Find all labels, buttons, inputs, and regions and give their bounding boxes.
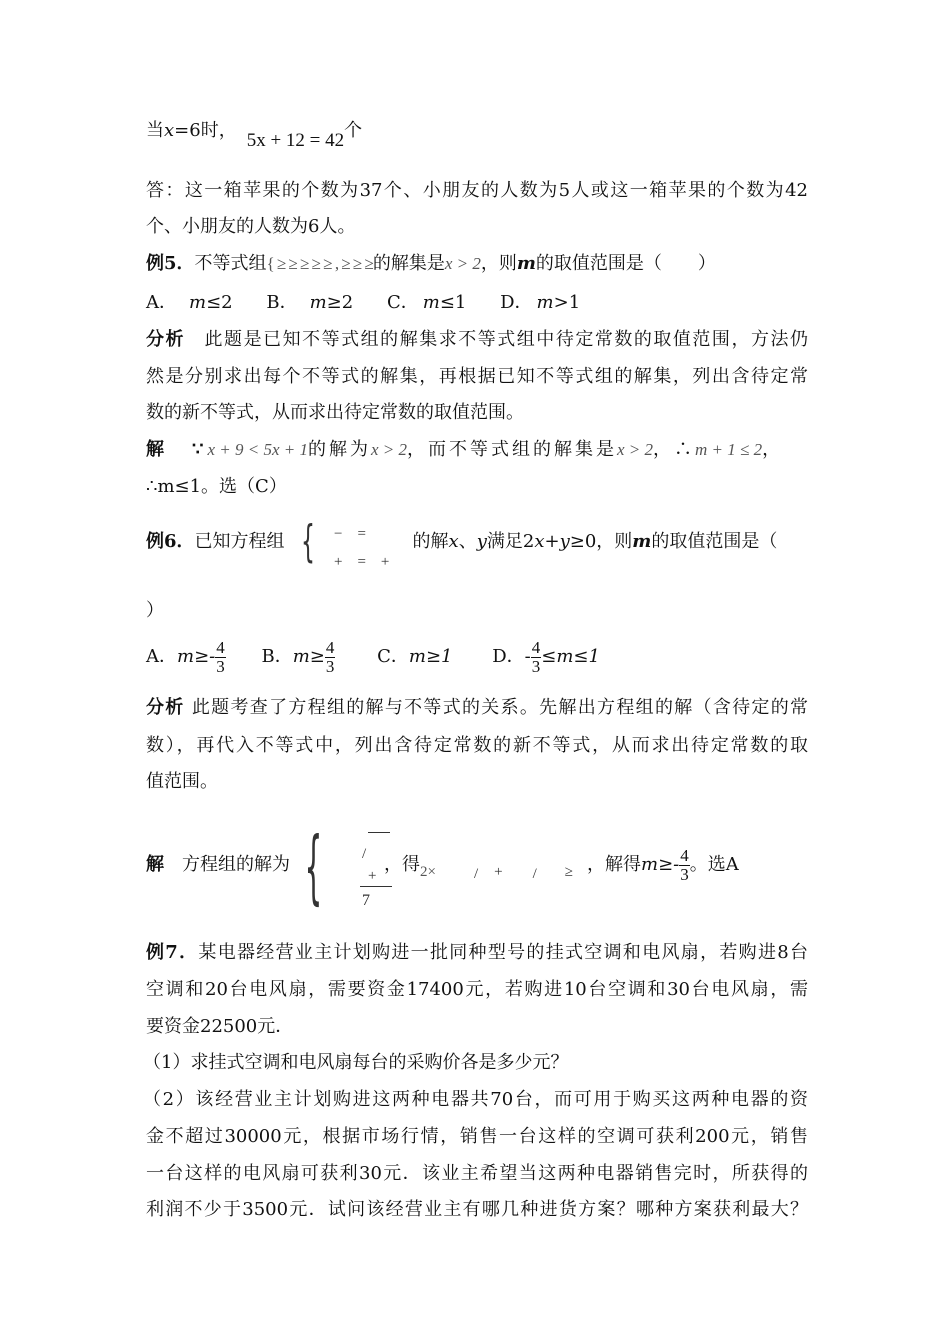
ex6-solution-line (146, 845, 808, 886)
ex6-system-brace: { (301, 516, 315, 567)
ex6-option-b-pre: m≥ (292, 646, 325, 667)
ex6-sol-geq: ≥ (564, 864, 574, 880)
ex5-option-d-val: >1 (553, 292, 581, 313)
ex5-option-a-label: A． (146, 292, 177, 313)
ex6-sol-frac (679, 847, 690, 884)
ex5-option-b[interactable] (266, 292, 353, 313)
ex6-analysis-line-3: 值范围。 (146, 771, 218, 792)
ex5-option-d[interactable] (500, 292, 580, 313)
ex6-sol-t4: 。选A (689, 854, 739, 875)
ex7-question-2-line-4: 利润不少于3500元．试问该经营业主有哪几种进货方案？哪种方案获利最大？ (146, 1199, 808, 1220)
ex7-question-2-line-3: 一台这样的电风扇可获利30元．该业主希望当这两种电器销售完时，所获得的 (146, 1163, 808, 1184)
ex7-question-2-line-2: 金不超过30000元，根据市场行情，销售一台这样的空调可获利200元，销售 (146, 1126, 808, 1147)
ex6-x: x (448, 531, 459, 552)
ex6-sol-slash-2: / (473, 866, 479, 882)
ex6-option-a-frac (215, 639, 226, 676)
ex6-sol-expr: 2× (420, 864, 436, 880)
ex5-sol-cond2: x > 2 (617, 440, 654, 459)
ex6-cond-text: 满足2 (486, 531, 535, 552)
ex6-label: 例6． (146, 531, 195, 552)
ex6-option-d-label: D． (492, 646, 525, 667)
ex6-cond-tail: ≥0，则 (569, 531, 633, 552)
ex6-mid: 的解 (412, 531, 449, 552)
ex5-sol-t3: ，∴ (653, 439, 696, 460)
var-x: x (164, 120, 175, 141)
ex6-option-b[interactable] (261, 637, 335, 676)
ex5-system: { ≥ ≥ ≥ ≥ ≥ , ≥ ≥ ≥ (266, 254, 373, 273)
ex6-sol-m: m≥- (641, 854, 680, 875)
ex6-analysis-line-2: 数），再代入不等式中，列出含待定常数的新不等式，从而求出待定常数的取 (146, 735, 808, 756)
ex5-m: m (516, 253, 536, 274)
ex5-because: ∵ (192, 439, 204, 460)
ex6-solution-label: 解 (146, 854, 164, 875)
ex6-option-d-frac (531, 639, 542, 676)
ex5-mid: 的解集是 (372, 253, 445, 274)
ex6-option-d-num: 4 (531, 637, 541, 657)
ex7-line-1 (146, 940, 808, 966)
ex6-option-a-num: 4 (216, 637, 225, 657)
ex7-line-2: 空调和20台电风扇，需要资金17400元，若购进10台空调和30台电风扇，需 (146, 979, 808, 1000)
ex5-solution-label: 解 (146, 439, 164, 460)
text-dang: 当 (146, 120, 164, 141)
ex5-sol-ineq2: m + 1 ≤ 2 (695, 440, 763, 459)
ex5-analysis-text-1: 此题是已知不等式组的解集求不等式组中待定常数的取值范围，方法仍 (203, 329, 808, 350)
ex5-sol-t4: ， (762, 439, 781, 460)
ex6-cond-y: y (559, 531, 570, 552)
answer-line-1: 答：这一箱苹果的个数为37个、小朋友的人数为5人或这一箱苹果的个数为42 (146, 180, 808, 201)
ex6-option-b-label: B． (261, 646, 293, 667)
ex5-option-a-var: m (189, 292, 207, 313)
ex5-solution-line-2: ∴m≤1。选（C） (146, 476, 287, 497)
expr-5x12: 5x + 12 = 42 (246, 130, 345, 151)
ex6-option-a[interactable] (146, 637, 226, 676)
ex5-analysis-line-1 (146, 327, 808, 353)
line-x-equals-6 (146, 118, 808, 151)
ex6-sol-t1: 方程组的解为 (182, 854, 290, 875)
ex5-option-c-var: m (422, 292, 440, 313)
ex5-tail2: 的取值范围是（ ） (535, 253, 716, 274)
ex5-option-b-var: m (309, 292, 327, 313)
ex5-tail1: ，则 (480, 253, 517, 274)
ex6-analysis-label: 分析 (146, 697, 185, 718)
ex6-analysis-text-1: 此题考查了方程组的解与不等式的关系。先解出方程组的解（含待定的常 (190, 697, 809, 718)
ex5-options (146, 290, 808, 316)
ex5-solution-line-1 (146, 437, 808, 463)
ex6-solution-brace: { (304, 820, 323, 913)
ex6-cond-plus: + (544, 531, 560, 552)
ex5-sol-cond: x > 2 (370, 440, 407, 459)
ex5-option-c-val: ≤1 (439, 292, 467, 313)
ex6-option-c[interactable] (377, 646, 452, 667)
ex5-option-c-label: C． (386, 292, 419, 313)
ex6-option-b-frac (325, 639, 336, 676)
ex6-option-d-post: ≤m≤1 (541, 646, 600, 667)
ex6-system-row-2: + = + (334, 554, 390, 570)
ex5-question (146, 251, 808, 277)
ex5-analysis-label: 分析 (146, 329, 186, 350)
ex6-sol-t3: ，解得 (587, 854, 642, 875)
ex5-sol-t1: 的解为 (307, 439, 371, 460)
ex6-sol-seven: 7 (362, 892, 370, 909)
ex5-option-b-label: B． (266, 292, 298, 313)
ex5-label: 例5． (146, 253, 195, 274)
ex6-sol-den: 3 (680, 864, 689, 884)
ex5-analysis-line-2: 然是分别求出每个不等式的解集，再根据已知不等式组的解集，列出含待定常 (146, 366, 808, 387)
ex6-sol-t2: ，得 (384, 854, 420, 875)
ex5-option-d-label: D． (500, 292, 533, 313)
ex5-analysis-line-3: 数的新不等式，从而求出待定常数的取值范围。 (146, 402, 524, 423)
ex6-sol-slash-1: / (362, 846, 367, 862)
ex7-line-3: 要资金22500元． (146, 1016, 294, 1037)
ex6-tail: 的取值范围是（ (651, 531, 778, 552)
ex6-sol-plus-left: + (368, 868, 377, 884)
ex6-options (146, 637, 808, 677)
ex6-analysis-line-1 (146, 695, 808, 721)
ex6-option-a-label: A． (146, 646, 177, 667)
ex6-pre: 已知方程组 (194, 531, 285, 552)
ex6-close-paren: ） (146, 600, 164, 621)
ex5-cond: x > 2 (444, 254, 481, 273)
ex6-m: m (632, 531, 652, 552)
ex7-question-1: （1）求挂式空调和电风扇每台的采购价各是多少元？ (143, 1052, 569, 1073)
ex5-option-c[interactable] (387, 292, 466, 313)
ex5-option-b-val: ≥2 (326, 292, 354, 313)
ex6-option-a-pre: m≥- (177, 646, 216, 667)
ex5-sol-t2: ，而不等式组的解集是 (407, 439, 617, 460)
unit-ge: 个 (344, 120, 363, 141)
ex6-option-c-label: C． (377, 646, 409, 667)
ex6-option-d-den: 3 (531, 656, 541, 676)
ex6-sol-bar-top (368, 820, 390, 833)
ex5-option-a-val: ≤2 (206, 292, 233, 313)
ex6-cond-x: x (534, 531, 545, 552)
text-eq6: =6时， (174, 120, 237, 141)
ex7-label: 例7． (146, 942, 199, 963)
ex6-sep: 、 (458, 531, 477, 552)
ex6-option-a-den: 3 (216, 656, 225, 676)
ex6-option-b-den: 3 (325, 656, 335, 676)
ex6-question (146, 529, 808, 555)
ex6-sol-slash-3: / (532, 866, 537, 882)
ex6-system-row-1: − = (334, 526, 366, 542)
ex6-option-d[interactable] (492, 637, 600, 676)
ex5-option-a[interactable] (146, 292, 233, 313)
ex7-question-2-line-1: （2）该经营业主计划购进这两种电器共70台，而可用于购买这两种电器的资 (143, 1089, 808, 1110)
answer-line-2: 个、小朋友的人数为6人。 (146, 216, 356, 237)
ex5-option-d-var: m (536, 292, 554, 313)
ex6-option-b-num: 4 (325, 637, 335, 657)
ex6-option-d-pre: - (524, 646, 531, 667)
ex6-sol-plus-mid: + (494, 864, 503, 880)
ex6-option-c-pre: m≥1 (408, 646, 453, 667)
ex6-sol-num: 4 (680, 845, 689, 865)
ex6-y: y (476, 531, 487, 552)
ex5-pre: 不等式组 (194, 253, 267, 274)
ex5-sol-ineq: x + 9 < 5x + 1 (207, 440, 308, 459)
ex7-text-1: 某电器经营业主计划购进一批同种型号的挂式空调和电风扇，若购进8台 (198, 942, 809, 963)
